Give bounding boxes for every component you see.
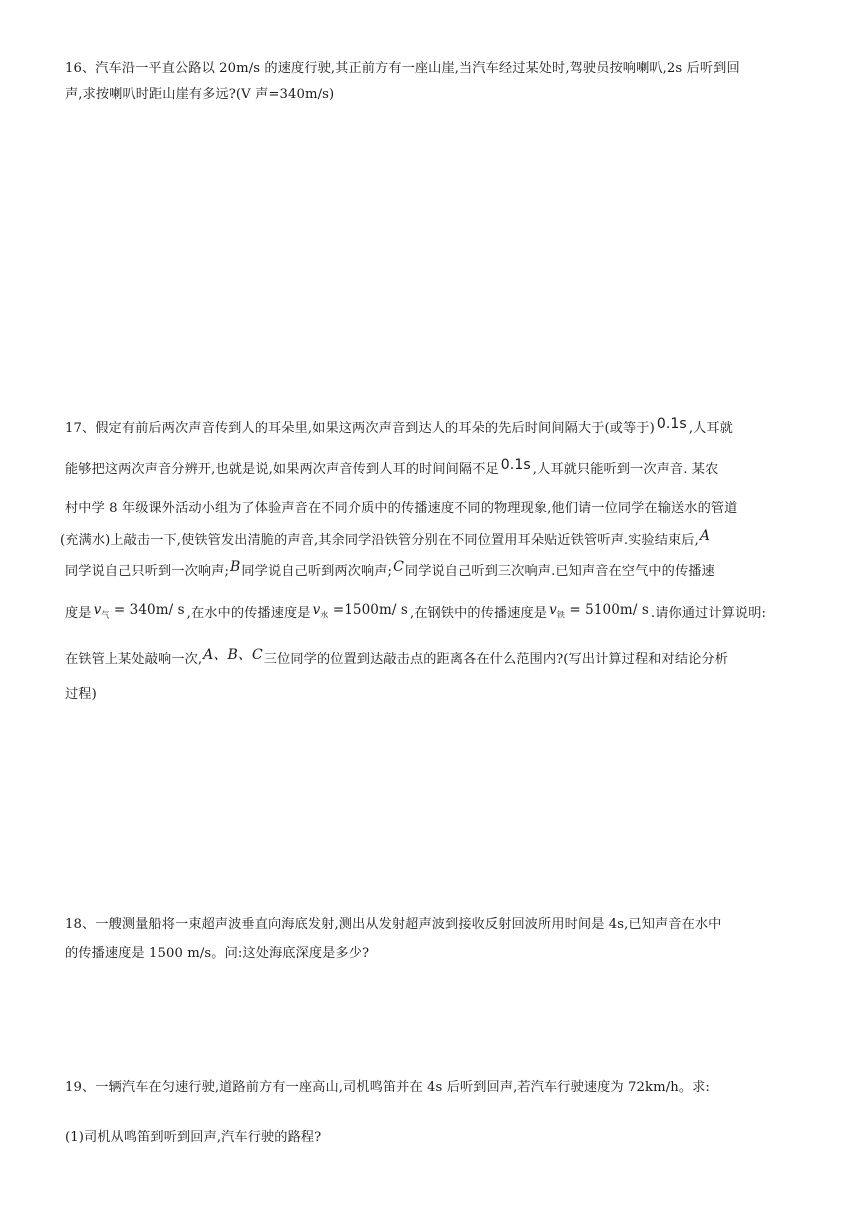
q17-text: 度是 xyxy=(65,606,92,621)
q17-text: ,人耳就只能听到一次声音. 某农 xyxy=(532,462,719,477)
question-17-line-7 xyxy=(65,648,728,668)
question-18-line-1: 18、一艘测量船将一束超声波垂直向海底发射,测出从发射超声波到接收反射回波所用时间是 4s,已知声音在水中 xyxy=(65,917,722,932)
students-abc-symbol: A、B、C xyxy=(203,647,263,663)
q17-text: 同学说自己只听到一次响声; xyxy=(65,564,229,579)
question-16-line-2: 声,求按喇叭时距山崖有多远?(V 声=340m/s) xyxy=(65,87,335,102)
q17-text: ,在钢铁中的传播速度是 xyxy=(409,606,548,621)
q17-text: 在铁管上某处敲响一次, xyxy=(65,652,203,667)
question-17-line-4 xyxy=(60,529,711,548)
student-c-symbol: C xyxy=(393,559,404,575)
air-speed-formula: $v_气 = 340m/$ s xyxy=(93,602,185,620)
question-16-line-1: 16、汽车沿一平直公路以 20m/s 的速度行驶,其正前方有一座山崖,当汽车经过某处时,驾驶员按响喇叭,2s 后听到回 xyxy=(65,61,740,76)
q17-text: 同学说自己听到三次响声.已知声音在空气中的传播速 xyxy=(404,564,715,579)
q17-text: 三位同学的位置到达敲击点的距离各在什么范围内?(写出计算过程和对结论分析 xyxy=(263,652,728,667)
question-17-line-3: 村中学 8 年级课外活动小组为了体验声音在不同介质中的传播速度不同的物理现象,他们请一位同学在输送水的管道 xyxy=(65,501,738,516)
q17-text: ,在水中的传播速度是 xyxy=(186,606,311,621)
time-threshold-formula: 0.1s xyxy=(500,457,531,473)
q17-text: ,人耳就 xyxy=(688,421,733,436)
water-speed-formula: $v_水 =1500m/$ s xyxy=(312,602,408,620)
q17-text: 能够把这两次声音分辨开,也就是说,如果两次声音传到人耳的时间间隔不足 xyxy=(65,462,499,477)
steel-speed-formula: $v_铁 = 5100m/$ s xyxy=(549,602,649,620)
q17-text: 同学说自己听到两次响声; xyxy=(241,564,393,579)
question-18-line-2: 的传播速度是 1500 m/s。问:这处海底深度是多少? xyxy=(65,946,370,961)
question-17-line-2 xyxy=(65,458,718,477)
student-a-symbol: A xyxy=(699,528,711,544)
q17-text: (充满水)上敲击一下,使铁管发出清脆的声音,其余同学沿铁管分别在不同位置用耳朵贴近铁管听声.实验结束后, xyxy=(60,533,699,548)
question-17-line-5 xyxy=(65,560,715,579)
question-17-line-6 xyxy=(65,602,766,624)
time-threshold-formula: 0.1s xyxy=(656,416,687,432)
q17-text: .请你通过计算说明: xyxy=(650,606,767,621)
student-b-symbol: B xyxy=(230,559,241,575)
question-17-line-1 xyxy=(65,417,733,436)
question-17-line-8: 过程) xyxy=(65,687,97,702)
q17-text: 17、假定有前后两次声音传到人的耳朵里,如果这两次声音到达人的耳朵的先后时间间隔大于(或等于) xyxy=(65,421,655,436)
question-19-sub-1: (1)司机从鸣笛到听到回声,汽车行驶的路程? xyxy=(65,1130,322,1145)
question-19-line-1: 19、一辆汽车在匀速行驶,道路前方有一座高山,司机鸣笛并在 4s 后听到回声,若汽车行驶速度为 72km/h。求: xyxy=(65,1080,710,1095)
